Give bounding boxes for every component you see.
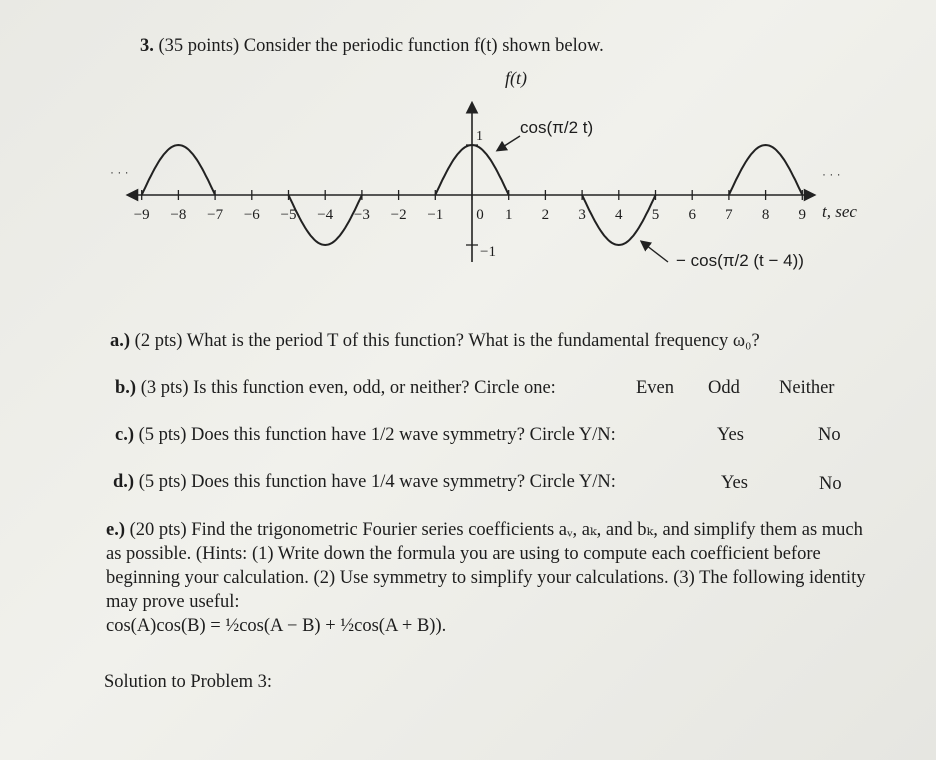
y-tick-label-bottom: −1: [480, 244, 496, 260]
x-tick-label: 2: [541, 207, 550, 223]
annotation-cos-arrow: [498, 136, 520, 150]
option-d-no[interactable]: No: [819, 474, 842, 494]
x-tick-label: 6: [688, 207, 696, 223]
x-tick-label: −7: [207, 207, 224, 223]
x-tick-label: −6: [243, 207, 260, 223]
x-tick-label: −4: [317, 207, 334, 223]
question-d-text: (5 pts) Does this function have 1/4 wave symmetry? Circle Y/N:: [138, 472, 616, 492]
question-a-text: (2 pts) What is the period T of this function? What is the fundamental frequency ω₀?: [134, 331, 760, 351]
question-d-label: d.): [113, 472, 135, 492]
question-a-label: a.): [110, 331, 131, 351]
x-tick-label: −3: [353, 207, 370, 223]
question-e-label: e.): [106, 520, 125, 540]
annotation-cos: cos(π/2 t): [520, 118, 594, 137]
annotation-neg-cos-arrow: [642, 242, 668, 262]
x-tick-label: 0: [476, 207, 484, 223]
x-tick-label: −2: [390, 207, 407, 223]
x-tick-label: −1: [427, 207, 444, 223]
positive-lobe: [729, 145, 802, 195]
solution-label: Solution to Problem 3:: [104, 672, 273, 692]
question-d: [113, 472, 616, 493]
problem-statement: (35 points) Consider the periodic function f(t) shown below.: [158, 36, 604, 56]
positive-lobe: [142, 145, 215, 195]
option-d-yes[interactable]: Yes: [721, 473, 748, 493]
x-tick-label: −8: [170, 207, 187, 223]
question-c: [115, 425, 616, 446]
question-a: [110, 331, 760, 352]
x-tick-label: 3: [578, 207, 586, 223]
x-tick-label: −5: [280, 207, 297, 223]
x-tick-label: 7: [725, 207, 733, 223]
option-c-yes[interactable]: Yes: [717, 425, 744, 445]
y-axis-label: f(t): [505, 68, 527, 88]
y-tick-label-top: 1: [476, 129, 483, 144]
question-c-label: c.): [115, 425, 134, 445]
x-tick-label: 1: [504, 207, 513, 223]
x-tick-label: 8: [761, 207, 770, 223]
option-odd[interactable]: Odd: [708, 378, 740, 398]
question-b-label: b.): [115, 378, 137, 398]
x-tick-label: 4: [615, 207, 623, 223]
question-e: [106, 518, 881, 638]
option-neither[interactable]: Neither: [779, 378, 835, 398]
x-tick-label: 5: [651, 207, 660, 223]
ellipsis-right: · · ·: [822, 167, 841, 181]
option-even[interactable]: Even: [636, 378, 675, 398]
option-c-no[interactable]: No: [818, 425, 841, 445]
x-axis-label: t, sec: [822, 202, 857, 221]
x-tick-label: −9: [133, 207, 150, 223]
annotation-neg-cos: − cos(π/2 (t − 4)): [676, 251, 804, 270]
question-b: [115, 378, 556, 399]
question-b-text: (3 pts) Is this function even, odd, or neither? Circle one:: [140, 378, 556, 398]
x-tick-label: 9: [798, 207, 807, 223]
question-c-text: (5 pts) Does this function have 1/2 wave symmetry? Circle Y/N:: [138, 425, 616, 445]
function-graph: [0, 0, 936, 300]
identity-formula: cos(A)cos(B) = ½cos(A − B) + ½cos(A + B)).: [106, 616, 447, 636]
ellipsis-left: · · ·: [110, 165, 129, 179]
problem-number: 3.: [140, 36, 154, 56]
question-e-text: (20 pts) Find the trigonometric Fourier series coefficients aᵥ, aₖ, and bₖ, and simplify them as much as possible. (Hints: (1) Write down the formula you are using to compute each coefficient before beginning your calculation. (2) Use symmetry to simplify your calculations. (3) The following identity may prove useful:: [106, 520, 866, 612]
